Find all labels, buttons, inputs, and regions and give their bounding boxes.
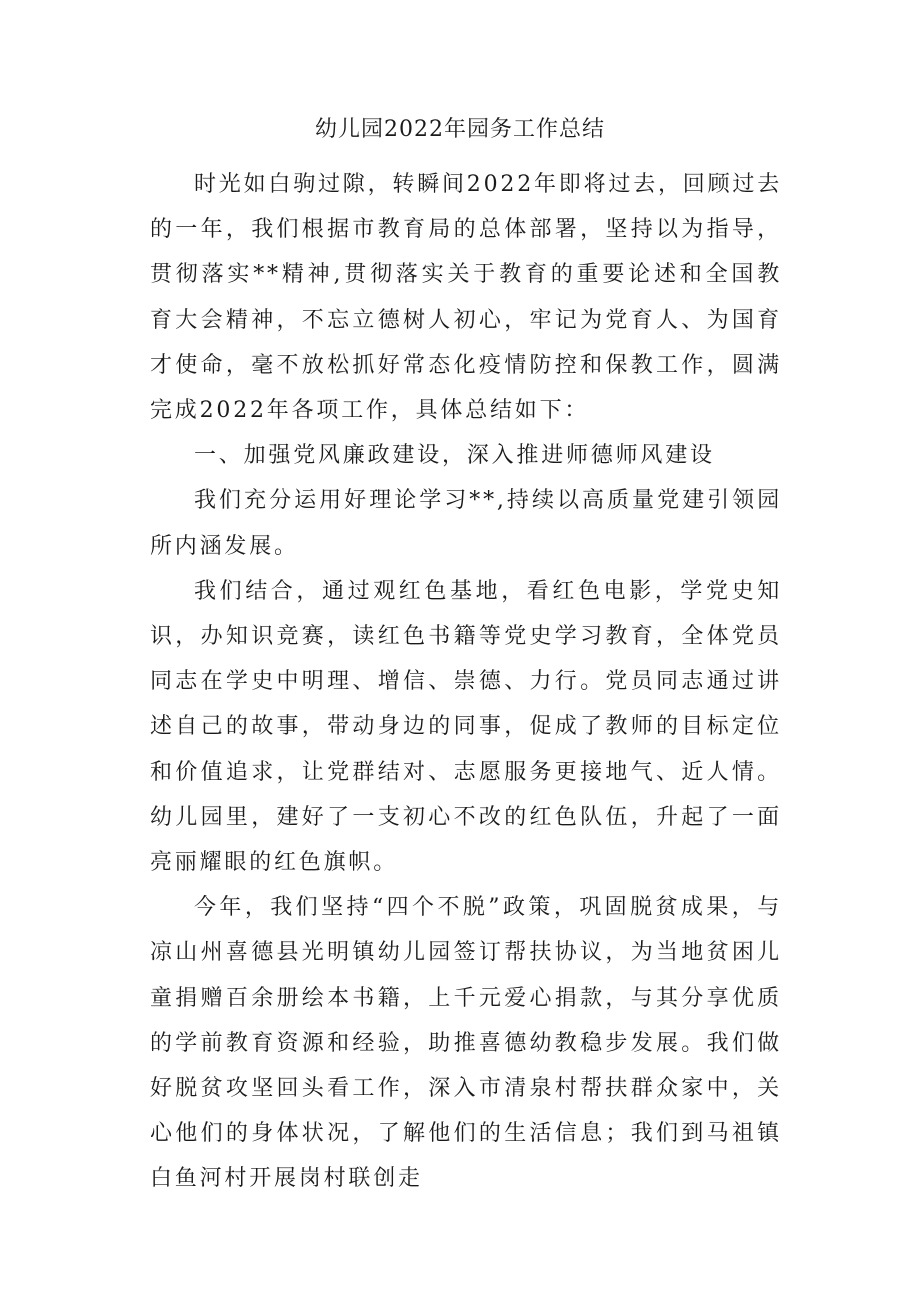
paragraph-poverty-support: 今年，我们坚持“四个不脱”政策，巩固脱贫成果，与凉山州喜德县光明镇幼儿园签订帮扶协议，为当地贫困儿童捐赠百余册绘本书籍，上千元爱心捐款，与其分享优质的学前教育资源和经验，助推喜德幼教稳步发展。我们做好脱贫攻坚回头看工作，深入市清泉村帮扶群众家中，关心他们的身体状况，了解他们的生活信息；我们到马祖镇白鱼河村开展岗村联创走: [150, 895, 782, 1192]
paragraph-party-history: 我们结合，通过观红色基地，看红色电影，学党史知识，办知识竞赛，读红色书籍等党史学习教育，全体党员同志在学史中明理、增信、崇德、力行。党员同志通过讲述自己的故事，带动身边的同事，促成了教师的目标定位和价值追求，让党群结对、志愿服务更接地气、近人情。幼儿园里，建好了一支初心不改的红色队伍，升起了一面亮丽耀眼的红色旗帜。: [150, 578, 782, 876]
document-title: 幼儿园2022年园务工作总结: [315, 117, 605, 142]
intro-paragraph: 时光如白驹过隙，转瞬间2022年即将过去，回顾过去的一年，我们根据市教育局的总体部署，坚持以为指导，贯彻落实**精神,贯彻落实关于教育的重要论述和全国教育大会精神，不忘立德树人初心，牢记为党育人、为国育才使命，毫不放松抓好常态化疫情防控和保教工作，圆满完成2022年各项工作，具体总结如下：: [150, 172, 782, 424]
paragraph-theory-study: 我们充分运用好理论学习**,持续以高质量党建引领园所内涵发展。: [150, 488, 782, 559]
document-body: [150, 162, 782, 1202]
section-heading-1: 一、加强党风廉政建设，深入推进师德师风建设: [194, 443, 715, 469]
